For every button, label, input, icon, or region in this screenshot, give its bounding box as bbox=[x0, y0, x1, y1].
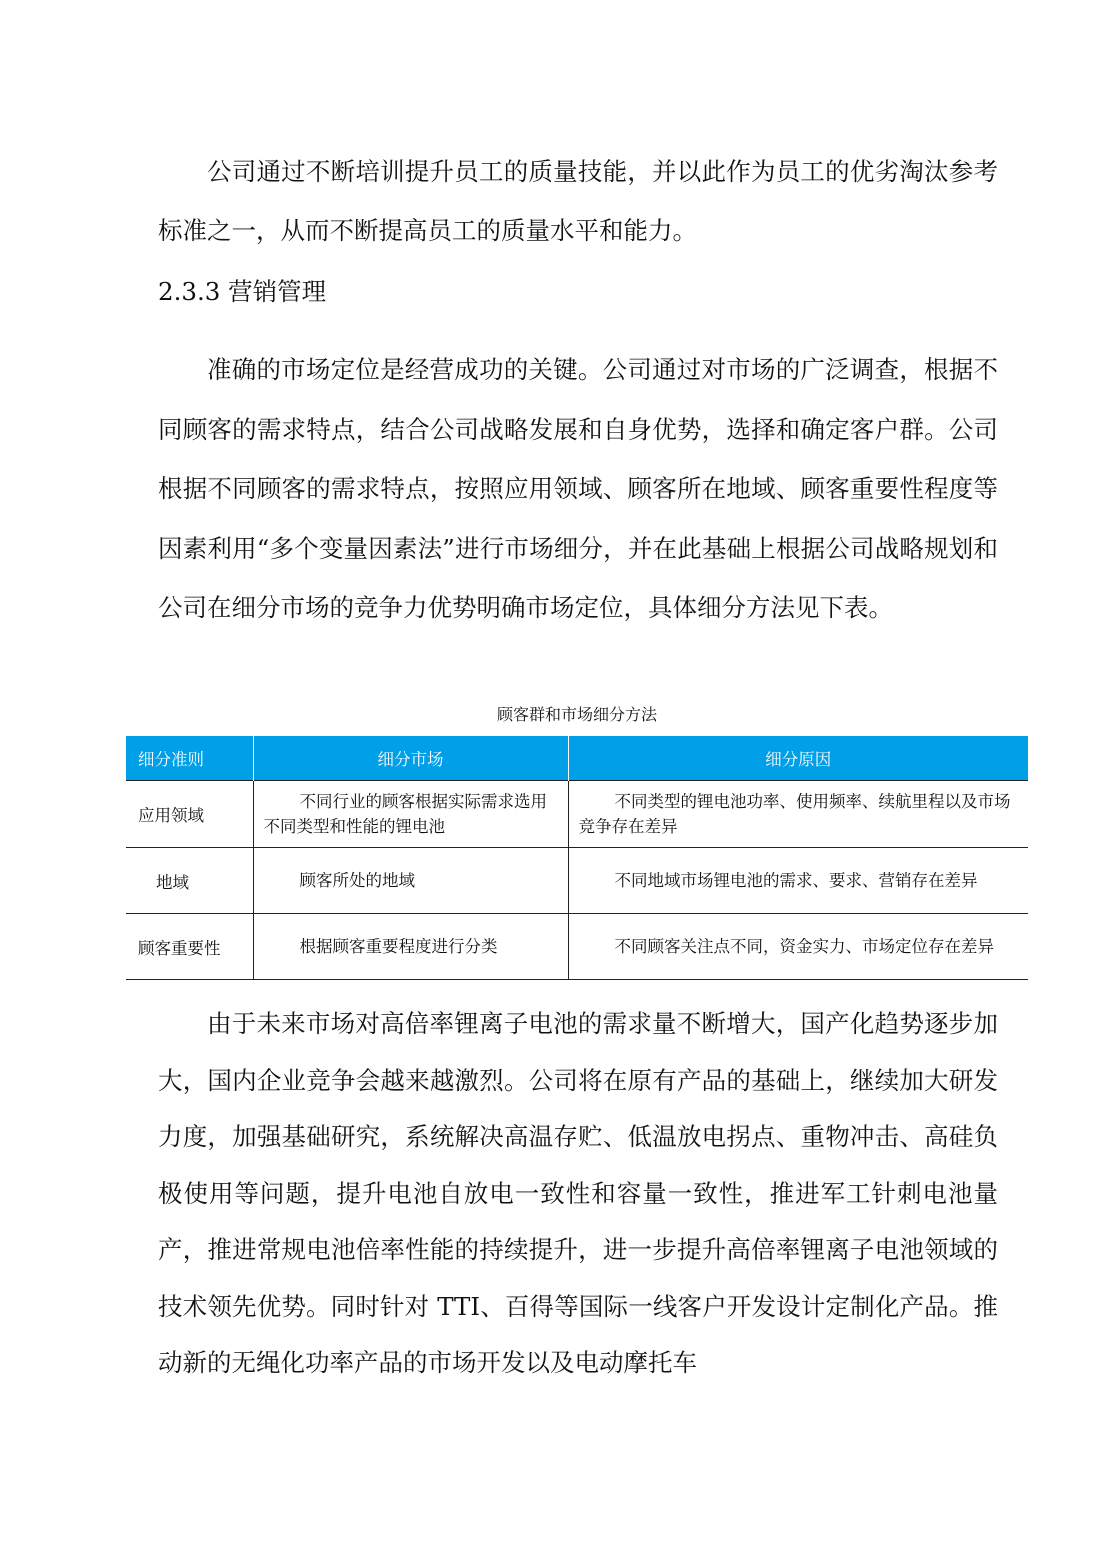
cell-criteria: 应用领域 bbox=[126, 781, 253, 848]
section-heading-marketing: 2.3.3 营销管理 bbox=[158, 277, 327, 306]
segmentation-table bbox=[126, 736, 1028, 980]
cell-reason-text: 不同顾客关注点不同，资金实力、市场定位存在差异 bbox=[614, 937, 994, 956]
table-row bbox=[126, 914, 1028, 980]
cell-market bbox=[253, 914, 568, 980]
cell-market-text: 顾客所处的地域 bbox=[299, 871, 415, 890]
header-reason: 细分原因 bbox=[568, 736, 1028, 781]
paragraph-training: 公司通过不断培训提升员工的质量技能，并以此作为员工的优劣淘汰参考标准之一，从而不断提高员工的质量水平和能力。 bbox=[158, 157, 998, 245]
cell-market-text: 不同行业的顾客根据实际需求选用不同类型和性能的锂电池 bbox=[263, 792, 547, 836]
table-title: 顾客群和市场细分方法 bbox=[496, 705, 657, 724]
cell-reason-text: 不同类型的锂电池功率、使用频率、续航里程以及市场竞争存在差异 bbox=[578, 792, 1011, 836]
cell-criteria bbox=[126, 848, 253, 914]
cell-market-text: 根据顾客重要程度进行分类 bbox=[299, 937, 498, 956]
cell-reason-text: 不同地域市场锂电池的需求、要求、营销存在差异 bbox=[614, 871, 978, 890]
cell-market bbox=[253, 781, 568, 848]
header-criteria: 细分准则 bbox=[126, 736, 253, 781]
table-row bbox=[126, 781, 1028, 848]
table-row bbox=[126, 848, 1028, 914]
paragraph-market-positioning: 准确的市场定位是经营成功的关键。公司通过对市场的广泛调查，根据不同顾客的需求特点，结合公司战略发展和自身优势，选择和确定客户群。公司根据不同顾客的需求特点，按照应用领域、顾客所在地域、顾客重要性程度等因素利用“多个变量因素法”进行市场细分，并在此基础上根据公司战略规划和公司在细分市场的竞争力优势明确市场定位，具体细分方法见下表。 bbox=[158, 355, 998, 622]
cell-criteria-text: 地域 bbox=[156, 872, 189, 892]
cell-market bbox=[253, 848, 568, 914]
header-market: 细分市场 bbox=[253, 736, 568, 781]
cell-reason bbox=[568, 781, 1028, 848]
paragraph-future-market: 由于未来市场对高倍率锂离子电池的需求量不断增大，国产化趋势逐步加大，国内企业竞争会越来越激烈。公司将在原有产品的基础上，继续加大研发力度，加强基础研究，系统解决高温存贮、低温放电拐点、重物冲击、高硅负极使用等问题，提升电池自放电一致性和容量一致性，推进军工针刺电池量产，推进常规电池倍率性能的持续提升，进一步提升高倍率锂离子电池领域的技术领先优势。同时针对 TTI、百得等国际一线客户开发设计定制化产品。推动新的无绳化功率产品的市场开发以及电动摩托车 bbox=[158, 1009, 998, 1377]
table-header-row bbox=[126, 736, 1028, 781]
cell-reason bbox=[568, 848, 1028, 914]
cell-reason bbox=[568, 914, 1028, 980]
cell-criteria: 顾客重要性 bbox=[126, 914, 253, 980]
